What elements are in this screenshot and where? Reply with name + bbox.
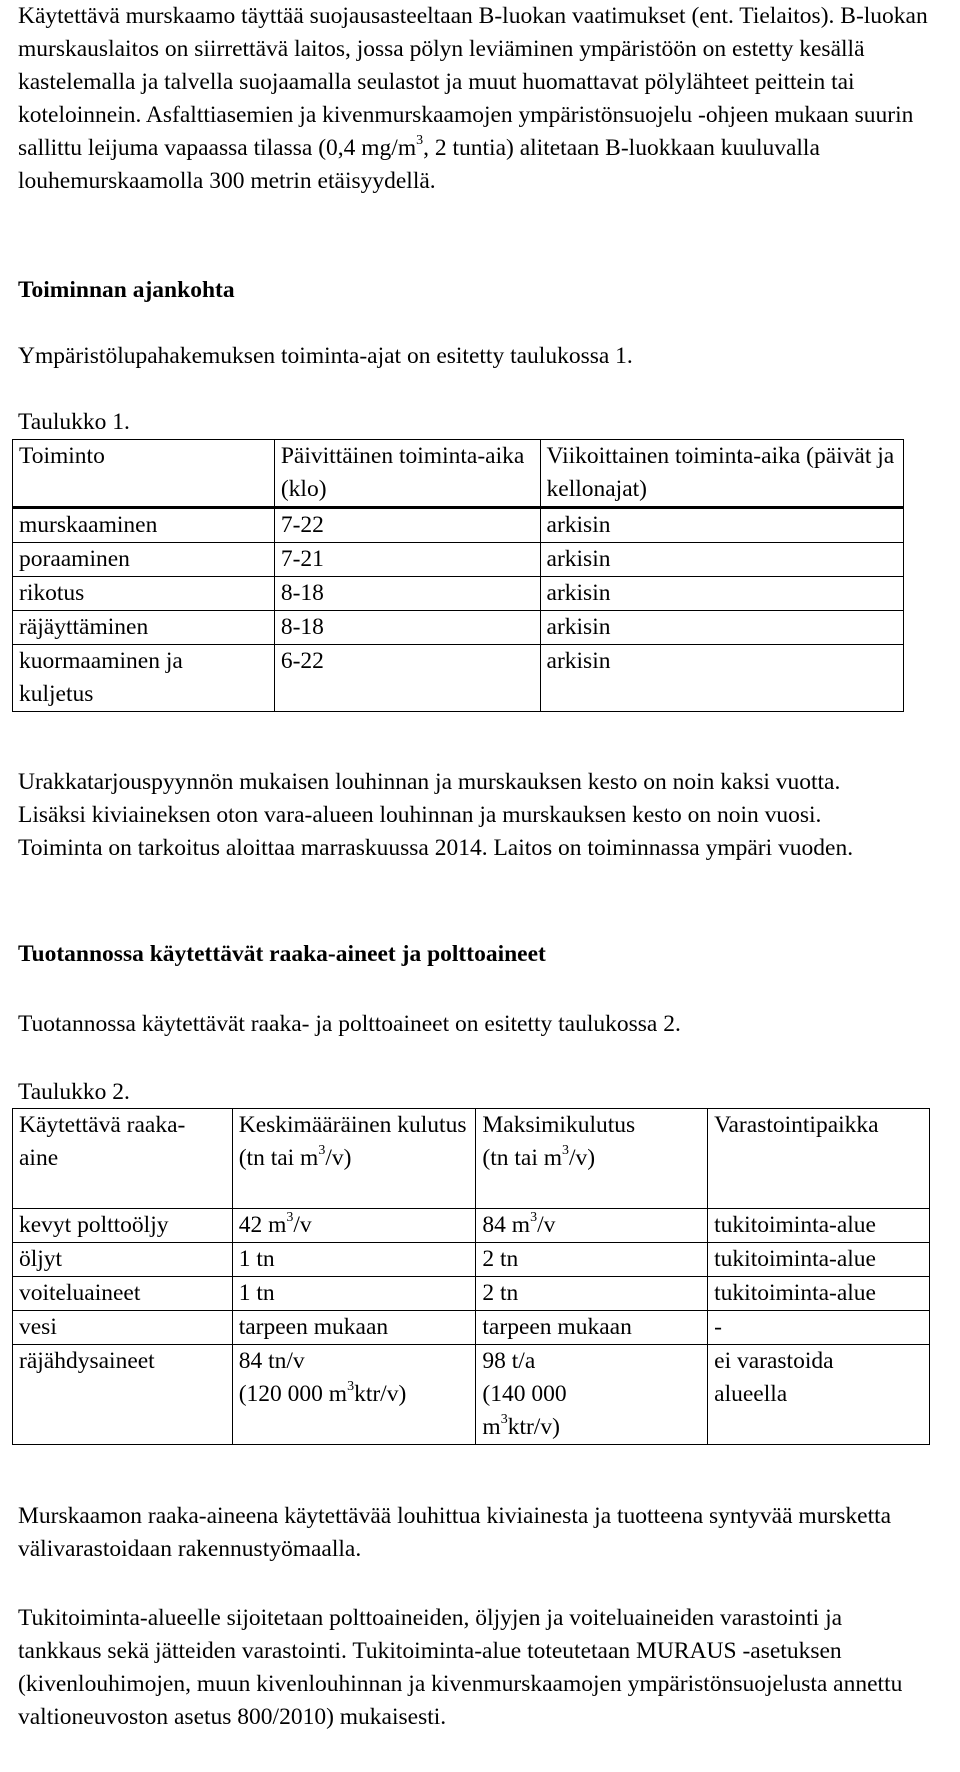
header-line: Maksimikulutus <box>482 1112 636 1138</box>
superscript: 3 <box>500 1412 508 1428</box>
table-cell: arkisin <box>540 577 903 611</box>
table-cell: räjäyttäminen <box>13 611 275 645</box>
table-cell <box>232 1209 476 1243</box>
table-cell: 8-18 <box>274 577 540 611</box>
table-cell: arkisin <box>540 508 903 543</box>
superscript: 3 <box>318 1143 326 1159</box>
table-cell: voiteluaineet <box>13 1277 233 1311</box>
table-cell: 1 tn <box>232 1243 476 1277</box>
table2-header-cell <box>476 1109 708 1209</box>
header-line <box>239 1142 470 1175</box>
table1-caption: Taulukko 1. <box>18 409 130 435</box>
table1-header-row <box>13 440 904 508</box>
table-cell: 2 tn <box>476 1243 708 1277</box>
superscript: 3 <box>416 133 424 149</box>
table-cell: 1 tn <box>232 1277 476 1311</box>
header-line <box>482 1142 701 1175</box>
table-cell: 7-22 <box>274 508 540 543</box>
cell-line <box>239 1378 470 1411</box>
table-cell: tukitoiminta-alue <box>708 1277 930 1311</box>
header-text: /v) <box>325 1145 352 1171</box>
cell-text: (120 000 m <box>238 1381 348 1407</box>
table-1 <box>12 439 904 712</box>
para-duration: Urakkatarjouspyynnön mukaisen louhinnan ja murskauksen kesto on noin kaksi vuotta. Lisäksi kiviaineksen oton vara-alueen louhinnan ja murskauksen kesto on noin vuosi. Toiminta on tarkoitus aloittaa marraskuussa 2014. Laitos on toiminnassa ympäri vuoden. <box>18 769 854 861</box>
cell-text: /v <box>537 1212 556 1238</box>
table2-header-cell <box>232 1109 476 1209</box>
table1-header-cell: Viikoittainen toiminta-aika (päivät ja kellonajat) <box>540 440 903 508</box>
table-cell <box>476 1345 708 1445</box>
cell-text: 84 m <box>482 1212 531 1238</box>
para-materials: Tuotannossa käytettävät raaka- ja polttoaineet on esitetty taulukossa 2. <box>18 1011 681 1037</box>
cell-text: ktr/v) <box>507 1414 560 1440</box>
header-text: (tn tai m <box>238 1145 319 1171</box>
para-time: Ympäristölupahakemuksen toiminta-ajat on esitetty taulukossa 1. <box>18 343 633 369</box>
table-cell: - <box>708 1311 930 1345</box>
table1-header-cell: Toiminto <box>13 440 275 508</box>
cell-text: /v <box>293 1212 312 1238</box>
table-cell: arkisin <box>540 611 903 645</box>
cell-text: ktr/v) <box>354 1381 407 1407</box>
table-2 <box>12 1108 930 1445</box>
table-cell: tarpeen mukaan <box>476 1311 708 1345</box>
superscript: 3 <box>562 1143 570 1159</box>
intro-text-2: , 2 tuntia) alitetaan B-luokkaan kuuluvalla louhemurskaamolla 300 metrin etäisyydellä. <box>18 135 820 194</box>
table-row <box>13 1345 930 1445</box>
table-cell: 2 tn <box>476 1277 708 1311</box>
table-cell: kuormaaminen ja kuljetus <box>13 645 275 712</box>
heading-materials: Tuotannossa käytettävät raaka-aineet ja polttoaineet <box>18 941 546 967</box>
cell-line: 84 tn/v <box>238 1348 305 1374</box>
table2-header-row <box>13 1109 930 1209</box>
header-line: Keskimääräinen kulutus <box>238 1112 467 1138</box>
header-text: (tn tai m <box>482 1145 563 1171</box>
table-cell: tarpeen mukaan <box>232 1311 476 1345</box>
superscript: 3 <box>347 1379 355 1395</box>
table-cell: öljyt <box>13 1243 233 1277</box>
table-cell <box>476 1209 708 1243</box>
table2-header-cell: Käytettävä raaka-aine <box>13 1109 233 1209</box>
table-row <box>13 1209 930 1243</box>
table-row <box>13 1277 930 1311</box>
table-row <box>13 1311 930 1345</box>
table-cell: 7-21 <box>274 543 540 577</box>
table-cell: tukitoiminta-alue <box>708 1243 930 1277</box>
header-text: /v) <box>569 1145 596 1171</box>
cell-line: 98 t/a <box>482 1348 536 1374</box>
table-row <box>13 645 904 712</box>
table2-caption: Taulukko 2. <box>18 1079 130 1105</box>
para-support: Tukitoiminta-alueelle sijoitetaan polttoaineiden, öljyjen ja voiteluaineiden varastointi ja tankkaus sekä jätteiden varastointi. Tukitoiminta-alue toteutetaan MURAUS -asetuksen (kivenlouhimojen, muun kivenlouhinnan ja kivenmurskaamojen ympäristönsuojelusta annettu valtioneuvoston asetus 800/2010) mukaisesti. <box>18 1605 903 1730</box>
table-cell: murskaaminen <box>13 508 275 543</box>
superscript: 3 <box>286 1210 294 1226</box>
table-cell: räjähdysaineet <box>13 1345 233 1445</box>
table2-header-cell: Varastointipaikka <box>708 1109 930 1209</box>
table-cell: arkisin <box>540 543 903 577</box>
heading-time: Toiminnan ajankohta <box>18 277 235 303</box>
cell-line: (140 000 <box>482 1381 567 1407</box>
table1-header-cell: Päivittäinen toiminta-aika (klo) <box>274 440 540 508</box>
table-cell: rikotus <box>13 577 275 611</box>
table-row <box>13 543 904 577</box>
table-cell: vesi <box>13 1311 233 1345</box>
table-cell: 8-18 <box>274 611 540 645</box>
table-row <box>13 508 904 543</box>
intro-paragraph <box>18 0 958 198</box>
table-cell: arkisin <box>540 645 903 712</box>
superscript: 3 <box>530 1210 538 1226</box>
table-row <box>13 611 904 645</box>
table-cell: kevyt polttoöljy <box>13 1209 233 1243</box>
table-cell: poraaminen <box>13 543 275 577</box>
table-cell: 6-22 <box>274 645 540 712</box>
para-storage: Murskaamon raaka-aineena käytettävää louhittua kiviainesta ja tuotteena syntyvää mursketta välivarastoidaan rakennustyömaalla. <box>18 1503 892 1562</box>
table-row <box>13 1243 930 1277</box>
cell-line <box>482 1411 701 1444</box>
cell-text: m <box>482 1414 501 1440</box>
table-cell: tukitoiminta-alue <box>708 1209 930 1243</box>
table-cell: ei varastoida alueella <box>708 1345 930 1445</box>
cell-text: 42 m <box>238 1212 287 1238</box>
table-cell <box>232 1345 476 1445</box>
table-row <box>13 577 904 611</box>
intro-text-1: Käytettävä murskaamo täyttää suojausasteeltaan B-luokan vaatimukset (ent. Tielaitos). B-luokan murskauslaitos on siirrettävä laitos, jossa pölyn leviäminen ympäristöön on estetty kesällä kastelemalla ja talvella suojaamalla seulastot ja muut huomattavat pölylähteet peittein tai koteloinnein. Asfalttiasemien ja kivenmurskaamojen ympäristönsuojelu -ohjeen mukaan suurin sallittu leijuma vapaassa tilassa (0,4 mg/m <box>18 3 928 161</box>
